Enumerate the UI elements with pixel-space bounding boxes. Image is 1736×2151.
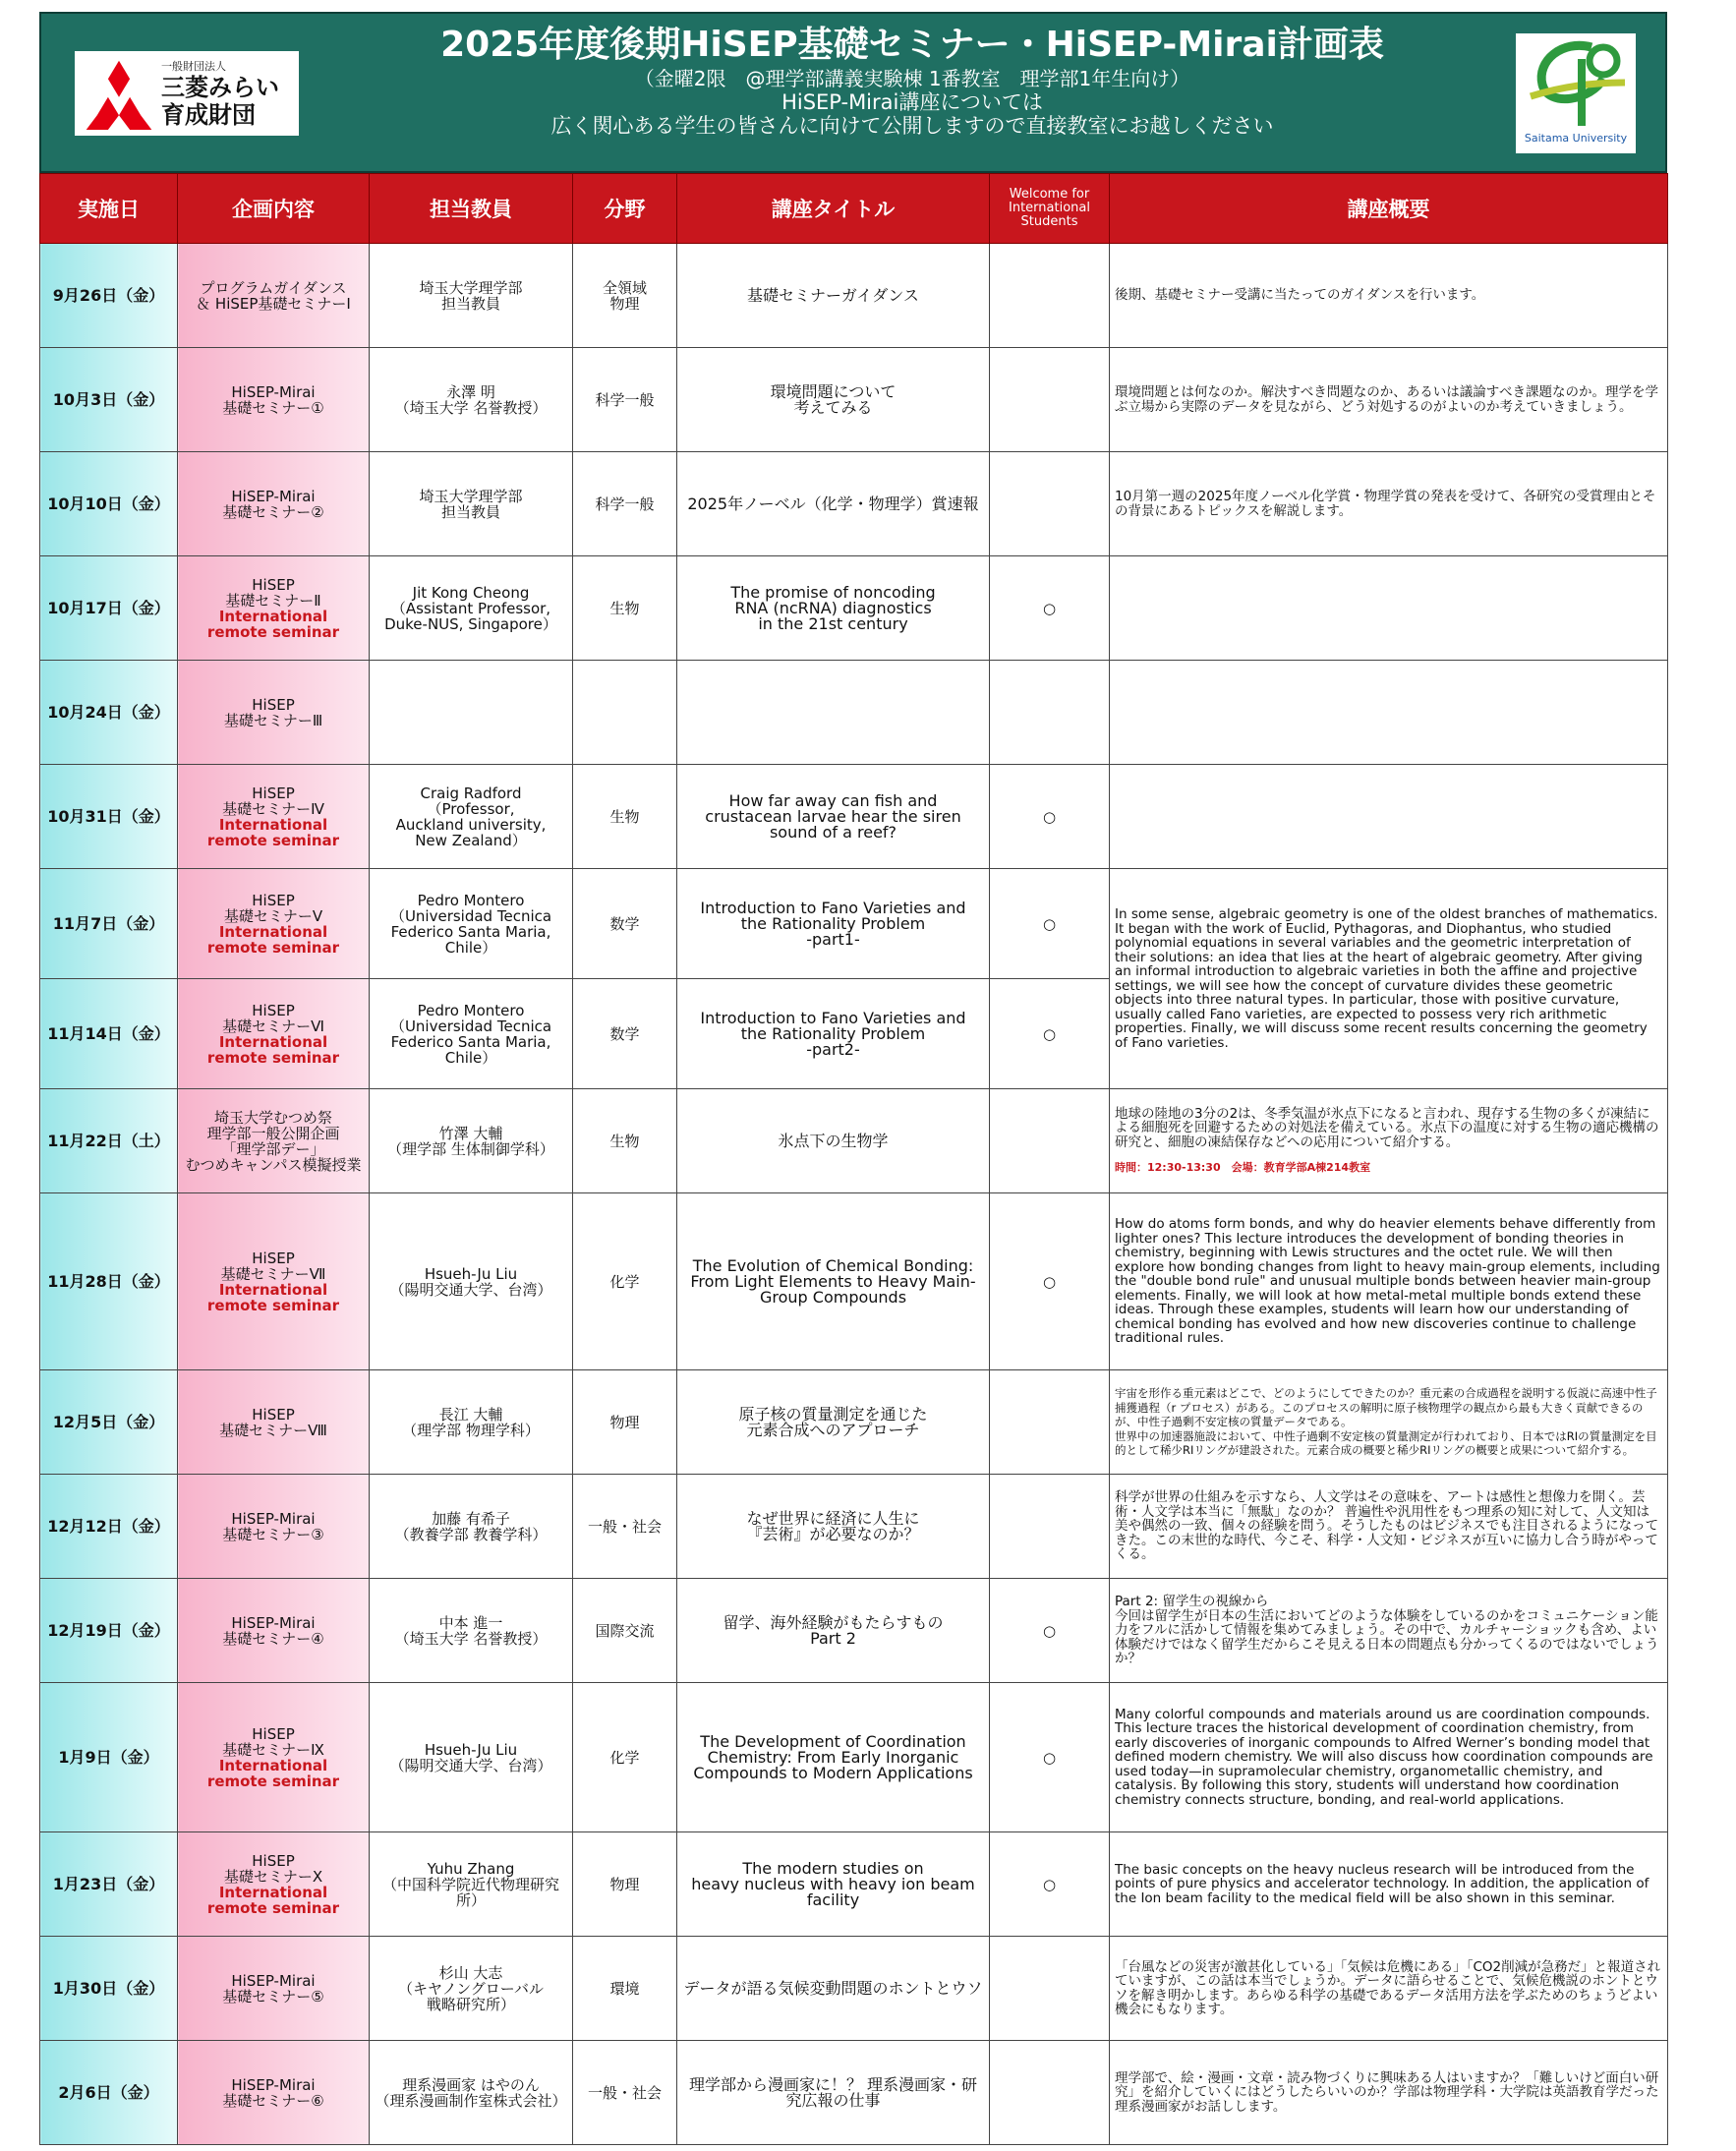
summary-cell (1110, 348, 1668, 452)
date-cell-text: 11月14日（金） (47, 1023, 170, 1043)
date-cell (40, 348, 178, 452)
date-cell (40, 1579, 178, 1683)
date-cell-text: 12月5日（金） (52, 1412, 165, 1431)
lecture-title-cell-text: Introduction to Fano Varieties and the Rationality Problem -part1- (700, 898, 966, 949)
summary-cell (1110, 1832, 1668, 1937)
lecture-title-cell-text: 氷点下の生物学 (778, 1131, 889, 1150)
welcome-cell-text: ○ (1042, 807, 1057, 826)
lecture-title-cell-text: 理学部から漫画家に！？ 理系漫画家・研究広報の仕事 (688, 2074, 978, 2110)
page-subtitle: （金曜2限 @理学部講義実験棟 1番教室 理学部1年生向け） (634, 67, 1190, 90)
table-row (40, 869, 1668, 979)
field-cell-text: 物理 (609, 1413, 640, 1431)
plan-cell (178, 1089, 370, 1193)
date-cell (40, 661, 178, 765)
intl-remote-label: International remote seminar (206, 922, 340, 957)
summary-cell (1110, 1193, 1668, 1370)
field-cell (573, 1832, 677, 1937)
welcome-cell (990, 1475, 1110, 1579)
lecture-title-cell (677, 1089, 990, 1193)
saitama-university-logo (1516, 33, 1636, 153)
intl-remote-label: International remote seminar (206, 1756, 340, 1790)
intl-remote-label: International remote seminar (206, 607, 340, 641)
teacher-cell (370, 556, 573, 661)
teacher-cell (370, 244, 573, 348)
plan-cell (178, 1937, 370, 2041)
welcome-cell (990, 1832, 1110, 1937)
plan-cell-text: HiSEP 基礎セミナーⅥ (222, 1001, 324, 1035)
summary-cell-text: How do atoms form bonds, and why do heavier elements behave differently from lighter ones? This lecture introduces the development of bonding theories in chemistry, beginning with Lewis structures and the octet rule. We will then explore how bonding changes from light to heavy main-group elements, including the "double bond rule" and unusual multiple bonds between heavier main-group elements. Finally, we will look at how metal-metal multiple bonds extend these ideas. Through these examples, students will learn how our understanding of chemical bonding has evolved and how new discoveries continue to challenge traditional rules. (1115, 1216, 1660, 1347)
col-summary-header: 講座概要 (1110, 174, 1668, 244)
plan-cell (178, 979, 370, 1089)
plan-cell (178, 765, 370, 869)
lecture-title-cell (677, 1579, 990, 1683)
lecture-title-cell-text: 原子核の質量測定を通じた 元素合成へのアプローチ (738, 1404, 928, 1439)
plan-cell-text: HiSEP-Mirai 基礎セミナー③ (222, 1509, 324, 1543)
welcome-cell (990, 1937, 1110, 2041)
date-cell (40, 452, 178, 556)
plan-cell-text: HiSEP 基礎セミナーⅨ (222, 1724, 324, 1759)
summary-note: 時間：12:30-13:30 会場：教育学部A棟214教室 (1115, 1161, 1371, 1174)
lecture-title-cell-text: Introduction to Fano Varieties and the Rationality Problem -part2- (700, 1008, 966, 1059)
field-cell (573, 661, 677, 765)
field-cell (573, 1937, 677, 2041)
date-cell (40, 869, 178, 979)
teacher-cell (370, 661, 573, 765)
teacher-cell (370, 1579, 573, 1683)
date-cell-text: 10月24日（金） (47, 702, 170, 722)
welcome-cell-text: ○ (1042, 1875, 1057, 1893)
summary-cell (1110, 1475, 1668, 1579)
lecture-title-cell (677, 869, 990, 979)
summary-cell-text: Many colorful compounds and materials around us are coordination compounds. This lecture traces the historical development of coordination chemistry, from early discoveries of inorganic compounds to Alfred Werner’s bonding model that defined modern chemistry. We will also discuss how coordination compounds are used today—in supramolecular chemistry, organometallic chemistry, and catalysis. By following this story, students will understand how coordination chemistry connects structure, bonding, and real-world applications. (1115, 1706, 1653, 1808)
welcome-cell-text: ○ (1042, 1024, 1057, 1043)
summary-cell (1110, 869, 1668, 1089)
plan-cell (178, 1370, 370, 1475)
teacher-cell (370, 452, 573, 556)
summary-cell (1110, 452, 1668, 556)
teacher-cell-text: Hsueh-Ju Liu （陽明交通大学、台湾） (389, 1740, 552, 1774)
field-cell-text: 一般・社会 (587, 2083, 662, 2102)
teacher-cell-text: 永澤 明 （埼玉大学 名誉教授） (394, 382, 548, 417)
table-row (40, 1193, 1668, 1370)
field-cell-text: 一般・社会 (587, 1517, 662, 1536)
page-title: 2025年度後期HiSEP基礎セミナー・HiSEP-Mirai計画表 (440, 25, 1384, 65)
field-cell (573, 1475, 677, 1579)
date-cell-text: 1月9日（金） (58, 1747, 159, 1767)
col-title-header: 講座タイトル (677, 174, 990, 244)
welcome-cell (990, 1579, 1110, 1683)
lecture-title-cell (677, 1683, 990, 1832)
table-row (40, 452, 1668, 556)
logo-small-text: 一般財団法人 (161, 60, 226, 73)
plan-cell (178, 869, 370, 979)
field-cell-text: 生物 (609, 807, 640, 826)
lecture-title-cell-text: 留学、海外経験がもたらすもの Part 2 (723, 1612, 944, 1648)
teacher-cell (370, 979, 573, 1089)
teacher-cell-text: 長江 大輔 （理学部 物理学科） (402, 1405, 540, 1439)
lecture-title-cell (677, 1475, 990, 1579)
lecture-title-cell-text: 2025年ノーベル（化学・物理学）賞速報 (687, 494, 979, 513)
lecture-title-cell-text: The modern studies on heavy nucleus with heavy ion beam facility (691, 1858, 975, 1909)
date-cell (40, 1089, 178, 1193)
field-cell (573, 452, 677, 556)
table-row (40, 348, 1668, 452)
summary-cell-text: In some sense, algebraic geometry is one of the oldest branches of mathematics. It began with the work of Euclid, Pythagoras, and Diophantus, who studied polynomial equations in several variables and the geometric interpretation of their solutions: an idea that lies at the heart of algebraic geometry. After giving an informal introduction to algebraic varieties in both the affine and projective settings, we will see how the concept of curvature divides these geometric objects into three natural types. In particular, those with positive curvature, usually called Fano varieties, are expected to possess very rich arithmetic properties. Finally, we will discuss some recent results concerning the geometry of Fano varieties. (1115, 906, 1658, 1051)
schedule-sheet (39, 12, 1667, 2145)
date-cell (40, 244, 178, 348)
date-cell-text: 9月26日（金） (52, 285, 165, 305)
lecture-title-cell (677, 2041, 990, 2145)
teacher-cell-text: Yuhu Zhang （中国科学院近代物理研究所） (381, 1859, 559, 1909)
date-cell (40, 979, 178, 1089)
field-cell-text: 生物 (609, 599, 640, 617)
plan-cell-text: HiSEP 基礎セミナーⅢ (223, 695, 323, 729)
table-row (40, 1579, 1668, 1683)
summary-cell (1110, 661, 1668, 765)
teacher-cell (370, 2041, 573, 2145)
field-cell (573, 1089, 677, 1193)
field-cell (573, 1370, 677, 1475)
plan-cell-text: HiSEP 基礎セミナーⅤ (223, 891, 323, 925)
intl-remote-label: International remote seminar (206, 1883, 340, 1917)
field-cell-text: 科学一般 (595, 390, 655, 409)
welcome-cell-text: ○ (1042, 1748, 1057, 1767)
summary-cell (1110, 556, 1668, 661)
summary-cell-text: The basic concepts on the heavy nucleus research will be introduced from the points of pure physics and accelerator technology. In addition, the application of the Ion beam facility to the medical field will be also shown in this seminar. (1115, 1861, 1649, 1906)
summary-cell (1110, 1089, 1668, 1193)
field-cell-text: 数学 (609, 1024, 640, 1043)
date-cell-text: 10月17日（金） (47, 598, 170, 617)
plan-cell (178, 244, 370, 348)
plan-cell (178, 2041, 370, 2145)
summary-cell (1110, 1579, 1668, 1683)
plan-cell-text: HiSEP 基礎セミナーⅡ (225, 575, 321, 610)
plan-cell-text: HiSEP-Mirai 基礎セミナー④ (222, 1613, 324, 1648)
teacher-cell (370, 765, 573, 869)
date-cell (40, 765, 178, 869)
logo-line-1: 三菱みらい (161, 74, 279, 101)
date-cell (40, 1475, 178, 1579)
date-cell-text: 11月22日（土） (47, 1131, 170, 1150)
date-cell-text: 12月19日（金） (47, 1620, 170, 1640)
col-date-header: 実施日 (40, 174, 178, 244)
plan-cell (178, 348, 370, 452)
lecture-title-cell-text: 基礎セミナーガイダンス (747, 285, 919, 305)
teacher-cell (370, 1193, 573, 1370)
lecture-title-cell (677, 1937, 990, 2041)
teacher-cell-text: 竹澤 大輔 （理学部 生体制御学科） (387, 1124, 554, 1158)
field-cell (573, 869, 677, 979)
plan-cell (178, 661, 370, 765)
summary-cell-text: 科学が世界の仕組みを示すなら、人文学はその意味を、アートは感性と想像力を開く。芸術・人文学は本当に「無駄」なのか？ 普遍性や汎用性をもつ理系の知に対して、人文知は美や偶然の一致、個々の経験を問う。そうしたものはビジネスでも注目されるようになってきた。この末世的な時代、今こそ、科学・人文知・ビジネスが互いに協力し合う時がやってくる。 (1115, 1489, 1659, 1563)
date-cell-text: 2月6日（金） (58, 2082, 159, 2102)
field-cell (573, 1579, 677, 1683)
summary-cell-text: 10月第一週の2025年度ノーベル化学賞・物理学賞の発表を受けて、各研究の受賞理由とその背景にあるトピックスを解説します。 (1115, 489, 1656, 519)
title-block (336, 24, 1488, 138)
field-cell-text: 全領域 物理 (602, 278, 647, 313)
table-row (40, 1937, 1668, 2041)
plan-cell-text: HiSEP 基礎セミナーⅣ (222, 784, 324, 818)
university-name: Saitama University (1524, 132, 1628, 145)
date-cell (40, 1832, 178, 1937)
teacher-cell-text: 埼玉大学理学部 担当教員 (419, 487, 523, 521)
date-cell-text: 11月28日（金） (47, 1271, 170, 1291)
date-cell (40, 2041, 178, 2145)
col-plan-header: 企画内容 (178, 174, 370, 244)
teacher-cell-text: 加藤 有希子 （教養学部 教養学科） (394, 1509, 548, 1543)
teacher-cell (370, 1475, 573, 1579)
date-cell-text: 10月31日（金） (47, 806, 170, 826)
table-row (40, 1475, 1668, 1579)
date-cell (40, 556, 178, 661)
summary-cell-text: 後期、基礎セミナー受講に当たってのガイダンスを行います。 (1115, 287, 1485, 304)
plan-cell-text: HiSEP 基礎セミナーⅩ (223, 1851, 323, 1886)
lecture-title-cell (677, 979, 990, 1089)
field-cell (573, 244, 677, 348)
summary-cell (1110, 2041, 1668, 2145)
field-cell-text: 環境 (609, 1979, 640, 1998)
field-cell (573, 765, 677, 869)
plan-cell (178, 1832, 370, 1937)
date-cell (40, 1370, 178, 1475)
summary-cell-text: Part 2: 留学生の視線から 今回は留学生が日本の生活においてどのような体験をしているのかをコミュニケーション能力をフルに活かして情報を集めてみましょう。その中で、カルチャーショックも含め、よい体験だけではなく留学生だからこそ見える日本の問題点も分かってくるのではないでしょうか？ (1115, 1594, 1659, 1667)
teacher-cell-text: Pedro Montero （Universidad Tecnica Federico Santa Maria, Chile） (389, 1001, 552, 1067)
intl-remote-label: International remote seminar (206, 815, 340, 849)
summary-cell-text: 「台風などの災害が激甚化している」「気候は危機にある」「CO2削減が急務だ」と報道されていますが、この話は本当でしょうか。データに語らせることで、気候危機説のホントとウソを解き明かします。あらゆる科学の基礎であるデータ活用方法を学ぶためのちょうどよい機会にもなります。 (1115, 1958, 1661, 2017)
lecture-title-cell-text: How far away can fish and crustacean larvae hear the siren sound of a reef? (705, 790, 961, 842)
notice-line-2: 広く関心ある学生の皆さんに向けて公開しますので直接教室にお越しください (550, 114, 1274, 138)
field-cell-text: 化学 (609, 1272, 640, 1291)
welcome-cell (990, 244, 1110, 348)
welcome-cell (990, 1370, 1110, 1475)
date-cell (40, 1683, 178, 1832)
teacher-cell (370, 1089, 573, 1193)
field-cell (573, 979, 677, 1089)
teacher-cell-text: Jit Kong Cheong （Assistant Professor, Duke-NUS, Singapore） (384, 583, 557, 633)
welcome-cell (990, 1089, 1110, 1193)
date-cell-text: 11月7日（金） (52, 913, 165, 933)
field-cell (573, 348, 677, 452)
notice-line-1: HiSEP-Mirai講座については (781, 90, 1043, 114)
welcome-cell-text: ○ (1042, 599, 1057, 617)
table-header-row (40, 174, 1668, 244)
welcome-cell (990, 2041, 1110, 2145)
teacher-cell-text: Hsueh-Ju Liu （陽明交通大学、台湾） (389, 1264, 552, 1299)
plan-cell (178, 556, 370, 661)
field-cell-text: 物理 (609, 1875, 640, 1893)
lecture-title-cell (677, 765, 990, 869)
lecture-title-cell-text: 環境問題について 考えてみる (770, 381, 897, 417)
table-row (40, 1683, 1668, 1832)
intl-remote-label: International remote seminar (206, 1032, 340, 1067)
lecture-title-cell-text: なぜ世界に経済に人生に 『芸術』が必要なのか？ (746, 1508, 920, 1543)
field-cell (573, 1683, 677, 1832)
teacher-cell (370, 1370, 573, 1475)
plan-cell-text: HiSEP-Mirai 基礎セミナー① (222, 382, 324, 417)
field-cell (573, 2041, 677, 2145)
lecture-title-cell (677, 556, 990, 661)
lecture-title-cell-text: データが語る気候変動問題のホントとウソ (683, 1978, 983, 1998)
teacher-cell (370, 869, 573, 979)
welcome-cell-text: ○ (1042, 1272, 1057, 1291)
welcome-cell-text: ○ (1042, 1621, 1057, 1640)
field-cell-text: 数学 (609, 914, 640, 933)
header-banner (39, 12, 1667, 173)
welcome-cell (990, 1683, 1110, 1832)
summary-cell (1110, 765, 1668, 869)
field-cell (573, 556, 677, 661)
date-cell-text: 1月30日（金） (52, 1978, 165, 1998)
table-row (40, 1832, 1668, 1937)
lecture-title-cell-text: The Development of Coordination Chemistry: From Early Inorganic Compounds to Modern Applications (693, 1731, 973, 1782)
welcome-cell (990, 979, 1110, 1089)
col-field-header: 分野 (573, 174, 677, 244)
teacher-cell (370, 1937, 573, 2041)
plan-cell-text: HiSEP 基礎セミナーⅧ (219, 1405, 327, 1439)
table-row (40, 1370, 1668, 1475)
welcome-cell (990, 765, 1110, 869)
col-welcome-header: Welcome for International Students (990, 174, 1110, 244)
summary-cell-text: 理学部で、絵・漫画・文章・読み物づくりに興味ある人はいますか？「難しいけど面白い研究」を紹介していくにはどうしたらいいのか？学部は物理学科・大学院は英語教育学だった理系漫画家がお話しします。 (1115, 2069, 1659, 2115)
welcome-cell (990, 452, 1110, 556)
field-cell-text: 生物 (609, 1132, 640, 1150)
teacher-cell-text: 理系漫画家 はやのん （理系漫画制作室株式会社） (375, 2075, 567, 2110)
three-diamonds-icon (83, 57, 155, 130)
date-cell-text: 12月12日（金） (47, 1516, 170, 1536)
welcome-cell-text: ○ (1042, 914, 1057, 933)
lecture-title-cell (677, 452, 990, 556)
date-cell (40, 1193, 178, 1370)
summary-cell-text: 環境問題とは何なのか。解決すべき問題なのか、あるいは議論すべき課題なのか。理学を学ぶ立場から実際のデータを見ながら、どう対処するのがよいのか考えていきましょう。 (1115, 384, 1658, 415)
plan-cell-text: プログラムガイダンス ＆ HiSEP基礎セミナーⅠ (196, 278, 351, 313)
teacher-cell (370, 1832, 573, 1937)
plan-cell-text: HiSEP-Mirai 基礎セミナー⑤ (222, 1971, 324, 2006)
lecture-title-cell (677, 1370, 990, 1475)
schedule-table (39, 173, 1668, 2145)
welcome-cell (990, 661, 1110, 765)
plan-cell (178, 1475, 370, 1579)
plan-cell (178, 452, 370, 556)
lecture-title-cell (677, 1193, 990, 1370)
date-cell-text: 10月10日（金） (47, 494, 170, 513)
teacher-cell-text: 杉山 大志 （キヤノングローバル 戦略研究所） (397, 1963, 545, 2013)
teacher-cell-text: 埼玉大学理学部 担当教員 (419, 278, 523, 313)
plan-cell-text: HiSEP-Mirai 基礎セミナー② (222, 487, 324, 521)
teacher-cell (370, 348, 573, 452)
teacher-cell-text: Pedro Montero （Universidad Tecnica Federico Santa Maria, Chile） (389, 891, 552, 957)
lecture-title-cell-text: The Evolution of Chemical Bonding: From Light Elements to Heavy Main- Group Compounds (690, 1255, 976, 1307)
teacher-cell-text: Craig Radford （Professor, Auckland university, New Zealand） (395, 784, 547, 849)
date-cell-text: 1月23日（金） (52, 1874, 165, 1893)
field-cell (573, 1193, 677, 1370)
date-cell-text: 10月3日（金） (52, 389, 165, 409)
lecture-title-cell (677, 244, 990, 348)
summary-cell-text: 宇宙を形作る重元素はどこで、どのようにしてできたのか？重元素の合成過程を説明する仮説に高速中性子捕獲過程（r プロセス）がある。このプロセスの解明に原子核物理学の観点から最も大きく貢献できるのが、中性子過剰不安定核の質量データである。 世界中の加速器施設において、中性子過剰不安定核の質量測定が行われており、日本ではRIの質量測定を目的として稀少RIリングが建設された。元素合成の概要と稀少RIリングの概要と成果について紹介する。 (1115, 1386, 1657, 1458)
field-cell-text: 国際交流 (595, 1621, 655, 1640)
university-emblem-icon (1523, 39, 1629, 130)
teacher-cell-text: 中本 進一 （埼玉大学 名誉教授） (394, 1613, 548, 1648)
mitsubishi-foundation-logo (75, 51, 299, 136)
summary-cell (1110, 244, 1668, 348)
table-row (40, 2041, 1668, 2145)
field-cell-text: 科学一般 (595, 494, 655, 513)
lecture-title-cell-text: The promise of noncoding RNA (ncRNA) diagnostics in the 21st century (730, 582, 936, 633)
date-cell (40, 1937, 178, 2041)
plan-cell-text: 埼玉大学むつめ祭 理学部一般公開企画 「理学部デー」 むつめキャンパス模擬授業 (185, 1108, 362, 1174)
table-row (40, 661, 1668, 765)
logo-line-2: 育成財団 (161, 101, 256, 129)
table-row (40, 765, 1668, 869)
lecture-title-cell (677, 661, 990, 765)
intl-remote-label: International remote seminar (206, 1280, 340, 1314)
welcome-cell (990, 348, 1110, 452)
table-row (40, 244, 1668, 348)
teacher-cell (370, 1683, 573, 1832)
lecture-title-cell (677, 348, 990, 452)
welcome-cell (990, 1193, 1110, 1370)
lecture-title-cell (677, 1832, 990, 1937)
summary-cell (1110, 1370, 1668, 1475)
table-row (40, 556, 1668, 661)
field-cell-text: 化学 (609, 1748, 640, 1767)
welcome-cell (990, 556, 1110, 661)
plan-cell (178, 1579, 370, 1683)
plan-cell (178, 1193, 370, 1370)
summary-cell-text: 地球の陸地の3分の2は、冬季気温が氷点下になると言われ、現存する生物の多くが凍結による細胞死を回避するための対処法を備えている。氷点下の温度に対する生物の適応機構の研究と、細胞の凍結保存などへの応用について紹介する。 (1115, 1105, 1659, 1150)
col-teacher-header: 担当教員 (370, 174, 573, 244)
welcome-cell (990, 869, 1110, 979)
plan-cell-text: HiSEP-Mirai 基礎セミナー⑥ (222, 2075, 324, 2110)
summary-cell (1110, 1683, 1668, 1832)
plan-cell-text: HiSEP 基礎セミナーⅦ (220, 1249, 326, 1283)
summary-cell (1110, 1937, 1668, 2041)
plan-cell (178, 1683, 370, 1832)
table-row (40, 1089, 1668, 1193)
